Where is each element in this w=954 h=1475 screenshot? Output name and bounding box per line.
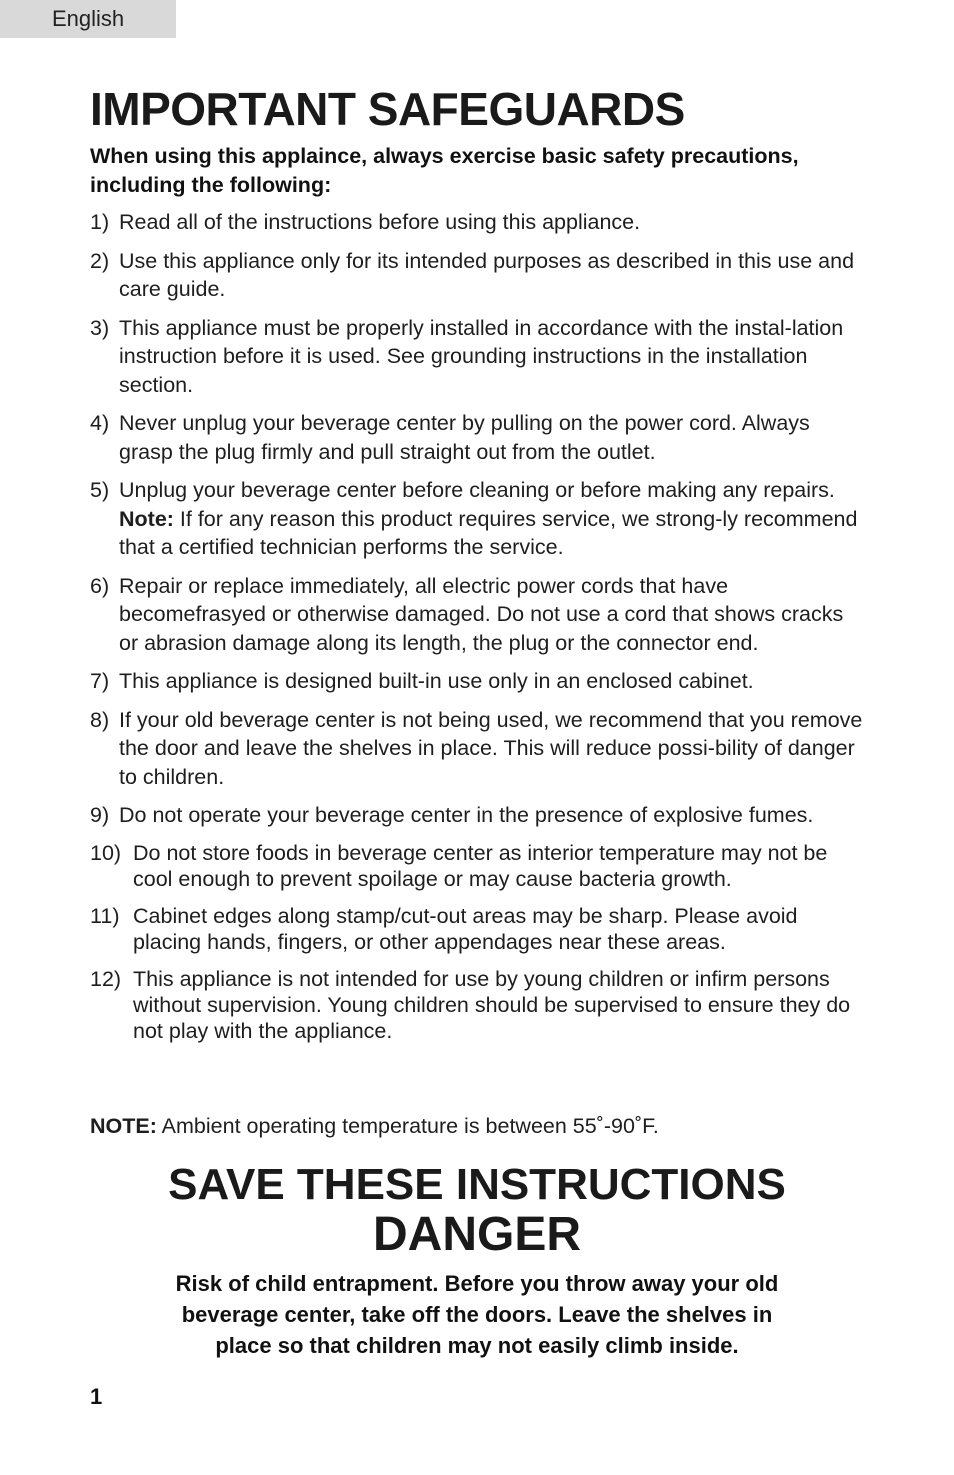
list-item bbox=[90, 840, 865, 892]
list-item bbox=[90, 208, 865, 237]
item-text-continued: If for any reason this product requires service, we strong-ly recommend that a certified technician performs the service. bbox=[119, 506, 858, 559]
item-number: 11) bbox=[90, 903, 120, 928]
temperature-note bbox=[90, 1114, 659, 1139]
item-number: 8) bbox=[90, 707, 110, 732]
item-text: Do not store foods in beverage center as interior temperature may not be cool enough to prevent spoilage or may cause bacteria growth. bbox=[133, 840, 828, 891]
item-text: Do not operate your beverage center in the presence of explosive fumes. bbox=[119, 803, 814, 827]
page-number: 1 bbox=[90, 1384, 103, 1409]
item-text: This appliance must be properly installed in accordance with the instal-lation instruction before it is used. See grounding instructions in the installation section. bbox=[119, 315, 844, 397]
danger-heading: DANGER bbox=[372, 1208, 581, 1261]
item-text: Use this appliance only for its intended purposes as described in this use and care guide. bbox=[119, 248, 855, 301]
note-label: Note: bbox=[119, 506, 174, 531]
list-item bbox=[90, 409, 865, 466]
save-instructions-heading: SAVE THESE INSTRUCTIONS bbox=[168, 1160, 786, 1209]
intro-text: When using this applaince, always exercise basic safety precautions, including the following: bbox=[90, 144, 799, 197]
list-item bbox=[90, 966, 865, 1044]
item-number: 10) bbox=[90, 840, 122, 865]
item-text: If your old beverage center is not being used, we recommend that you remove the door and leave the shelves in place. This will reduce possi-bility of danger to children. bbox=[119, 707, 863, 789]
item-text: Never unplug your beverage center by pulling on the power cord. Always grasp the plug firmly and pull straight out from the outlet. bbox=[119, 411, 810, 464]
item-number: 3) bbox=[90, 315, 110, 340]
item-number: 7) bbox=[90, 669, 110, 693]
list-item bbox=[90, 801, 865, 830]
list-item bbox=[90, 667, 865, 696]
item-text: Cabinet edges along stamp/cut-out areas may be sharp. Please avoid placing hands, fingers, or other appendages near these areas. bbox=[133, 903, 798, 954]
item-text: Repair or replace immediately, all electric power cords that have becomefrasyed or otherwise damaged. Do not use a cord that shows cracks or abrasion damage along its length, the plug or the connector end. bbox=[119, 573, 844, 655]
note-text: Ambient operating temperature is between 55˚-90˚F. bbox=[156, 1114, 659, 1138]
item-number: 6) bbox=[90, 573, 110, 598]
list-item bbox=[90, 572, 865, 658]
warning-line: beverage center, take off the doors. Leave the shelves in bbox=[181, 1302, 773, 1327]
item-number: 5) bbox=[90, 478, 110, 502]
note-label: NOTE: bbox=[90, 1114, 157, 1138]
item-text: Unplug your beverage center before cleaning or before making any repairs. bbox=[119, 478, 835, 502]
safeguards-list bbox=[90, 208, 865, 1055]
item-text: This appliance is designed built-in use only in an enclosed cabinet. bbox=[119, 669, 754, 693]
page-title: IMPORTANT SAFEGUARDS bbox=[90, 83, 685, 135]
list-item bbox=[90, 314, 865, 400]
list-item bbox=[90, 247, 865, 304]
list-item bbox=[90, 903, 865, 955]
item-number: 9) bbox=[90, 803, 110, 827]
item-number: 12) bbox=[90, 966, 122, 991]
language-tab: English bbox=[0, 0, 176, 38]
item-number: 2) bbox=[90, 248, 110, 273]
list-item bbox=[90, 476, 865, 562]
warning-line: place so that children may not easily climb inside. bbox=[215, 1333, 739, 1358]
danger-warning bbox=[0, 1268, 954, 1361]
item-text: This appliance is not intended for use by young children or infirm persons without supervision. Young children should be supervised to ensure they do not play with the appliance. bbox=[133, 966, 851, 1043]
item-number: 1) bbox=[90, 210, 110, 234]
item-text: Read all of the instructions before using this appliance. bbox=[119, 210, 641, 234]
warning-line: Risk of child entrapment. Before you throw away your old bbox=[175, 1271, 779, 1296]
item-number: 4) bbox=[90, 411, 110, 435]
list-item bbox=[90, 706, 865, 792]
